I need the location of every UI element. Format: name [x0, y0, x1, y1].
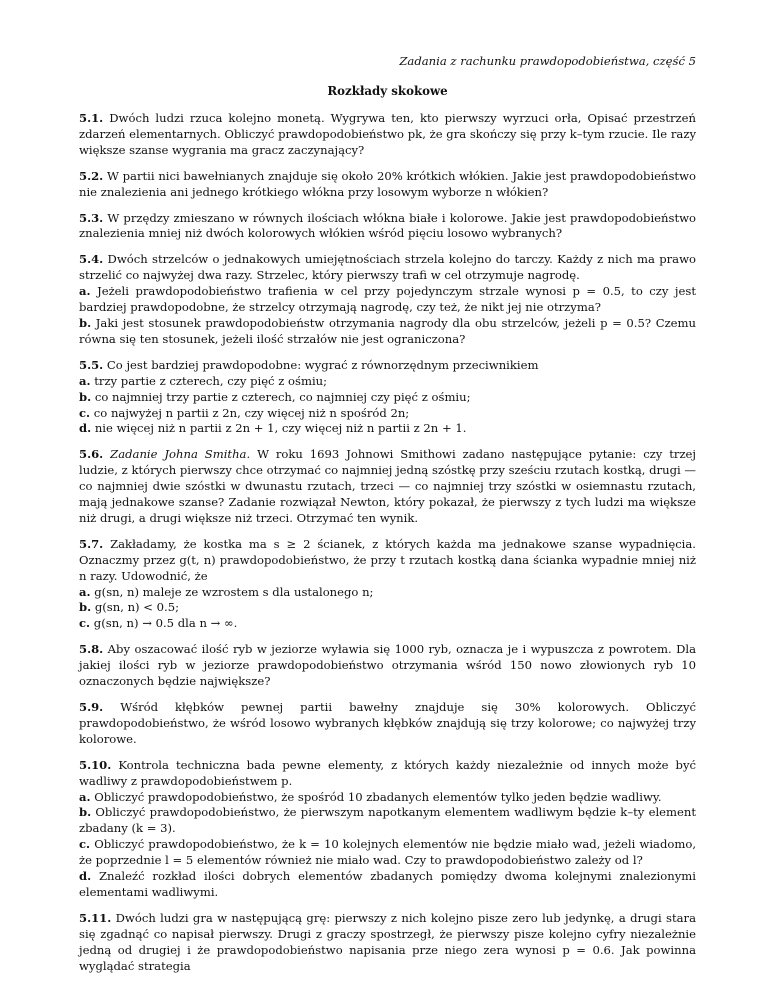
problem-number: 5.7.: [79, 536, 104, 551]
problem-5-5: [79, 358, 696, 438]
item-text: co najmniej trzy partie z czterech, co najmniej czy pięć z ośmiu;: [94, 389, 471, 404]
problem-italic-lead: Zadanie Johna Smitha.: [110, 447, 251, 462]
problem-5-1: [79, 111, 696, 159]
item-label: a.: [79, 584, 91, 599]
problem-5-8: [79, 642, 696, 690]
problem-5-2: [79, 169, 696, 201]
document-page: [79, 54, 696, 985]
problem-5-4: [79, 252, 696, 347]
item-text: g(sn, n) maleje ze wzrostem s dla ustalonego n;: [94, 584, 374, 599]
item-label: d.: [79, 869, 92, 884]
problem-text: Aby oszacować ilość ryb w jeziorze wyławia się 1000 ryb, oznacza je i wypuszcza z powrotem. Dla jakiej ilości ryb w jeziorze prawdopodobieństwo otrzymania wśród 150 nowo złowionych ryb 10 oznaczonych będzie największe?: [79, 642, 696, 689]
problem-5-7: [79, 537, 696, 632]
problem-number: 5.1.: [79, 111, 104, 125]
item-label: a.: [79, 373, 91, 388]
item-text: Znaleźć rozkład ilości dobrych elementów zbadanych pomiędzy dwoma kolejnymi znalezionymi elementami wadliwymi.: [79, 869, 696, 899]
item-text: Obliczyć prawdopodobieństwo, że pierwszym napotkanym elementem wadliwym będzie k–ty element zbadany (k = 3).: [79, 805, 696, 836]
problem-text: Co jest bardziej prawdopodobne: wygrać z równorzędnym przeciwnikiem: [106, 357, 539, 372]
problem-number: 5.11.: [79, 910, 112, 925]
item-text: co najwyżej n partii z 2n, czy więcej niż n spośród 2n;: [93, 405, 410, 420]
item-label: c.: [79, 405, 91, 420]
item-label: a.: [79, 284, 91, 299]
problem-number: 5.3.: [79, 210, 104, 225]
item-text: g(sn, n) → 0.5 dla n → ∞.: [93, 616, 238, 631]
problem-5-10: [79, 758, 696, 901]
item-text: trzy partie z czterech, czy pięć z ośmiu;: [94, 373, 328, 388]
problem-5-6: [79, 447, 696, 527]
section-title: Rozkłady skokowe: [327, 84, 448, 98]
problem-number: 5.2.: [79, 168, 104, 183]
problem-text: W roku 1693 Johnowi Smithowi zadano następujące pytanie: czy trzej ludzie, z których pierwszy chce otrzymać co najmniej jedną szóstkę przy sześciu rzutach kostką, drugi — co najmniej dwie szóstki w dwunastu rzutach, trzeci — co najmniej trzy szóstki w osiemnastu rzutach, mają jednakowe szanse? Zadanie rozwiązał Newton, który pokazał, że pierwszy z tych ludzi ma większe niż drugi, a drugi większe niż trzeci. Otrzymać ten wynik.: [79, 447, 697, 525]
problem-text: Zakładamy, że kostka ma s ≥ 2 ścianek, z których każda ma jednakowe szanse wypadnięcia. Oznaczmy przez g(t, n) prawdopodobieństwo, że przy t rzutach kostką dana ścianka wypadnie mniej niż n razy. Udowodnić, że: [79, 536, 696, 583]
problem-number: 5.9.: [79, 700, 104, 714]
item-text: Jeżeli prawdopodobieństwo trafienia w cel przy pojedynczym strzale wynosi p = 0.5, to czy jest bardziej prawdopodobne, że strzelcy otrzymają nagrodę, czy też, że nikt jej nie otrzyma?: [79, 284, 697, 315]
item-label: d.: [79, 421, 92, 436]
item-label: c.: [79, 837, 91, 852]
item-label: a.: [79, 789, 91, 804]
item-label: b.: [79, 805, 92, 820]
problem-number: 5.8.: [79, 642, 104, 657]
item-text: Obliczyć prawdopodobieństwo, że spośród 10 zbadanych elementów tylko jeden będzie wadliwy.: [94, 789, 662, 804]
problem-5-3: [79, 211, 696, 243]
item-label: c.: [79, 616, 91, 631]
item-text: nie więcej niż n partii z 2n + 1, czy więcej niż n partii z 2n + 1.: [94, 421, 467, 436]
item-label: b.: [79, 389, 92, 404]
problem-text: Wśród kłębków pewnej partii bawełny znajduje się 30% kolorowych. Obliczyć prawdopodobieństwo, że wśród losowo wybranych kłębków znajdują się trzy kolorowe; co najwyżej trzy kolorowe.: [79, 700, 697, 746]
item-text: g(sn, n) < 0.5;: [94, 600, 179, 615]
problem-text: Dwóch ludzi gra w następującą grę: pierwszy z nich kolejno pisze zero lub jedynkę, a drugi stara się zgadnąć co napisał pierwszy. Drugi z graczy spostrzegł, że pierwszy pisze kolejno cyfry niezależnie jedną od drugiej i że prawdopodobieństwo napisania prze niego zera wynosi p = 0.6. Jak powinna wyglądać strategia: [79, 910, 696, 973]
item-text: Jaki jest stosunek prawdopodobieństw otrzymania nagrody dla obu strzelców, jeżeli p = 0.5? Czemu równa się ten stosunek, jeżeli ilość strzałów nie jest ograniczona?: [79, 315, 697, 346]
item-label: b.: [79, 600, 92, 615]
problem-5-11: [79, 911, 696, 975]
problem-number: 5.6.: [79, 447, 104, 462]
problem-text: Dwóch strzelców o jednakowych umiejętnościach strzela kolejno do tarczy. Każdy z nich ma prawo strzelić co najwyżej dwa razy. Strzelec, który pierwszy trafi w cel otrzymuje nagrodę.: [79, 252, 696, 283]
problem-5-9: [79, 700, 696, 748]
problem-text: W partii nici bawełnianych znajduje się około 20% krótkich włókien. Jakie jest prawdopodobieństwo nie znalezienia ani jednego krótkiego włókna przy losowym wyborze n włókien?: [79, 168, 696, 199]
problem-text: Dwóch ludzi rzuca kolejno monetą. Wygrywa ten, kto pierwszy wyrzuci orła, Opisać przestrzeń zdarzeń elementarnych. Obliczyć prawdopodobieństwo pk, że gra skończy się przy k–tym rzucie. Ile razy większe szanse wygrania ma gracz zaczynający?: [79, 111, 696, 157]
item-label: b.: [79, 315, 92, 330]
problem-text: Kontrola techniczna bada pewne elementy, z których każdy niezależnie od innych może być wadliwy z prawdopodobieństwem p.: [79, 757, 696, 788]
problem-number: 5.5.: [79, 357, 104, 372]
page-header: Zadania z rachunku prawdopodobieństwa, część 5: [399, 54, 696, 68]
problem-number: 5.10.: [79, 757, 112, 772]
item-text: Obliczyć prawdopodobieństwo, że k = 10 kolejnych elementów nie będzie miało wad, jeżeli wiadomo, że poprzednie l = 5 elementów również nie miało wad. Czy to prawdopodobieństwo zależy od l?: [79, 837, 697, 868]
problem-number: 5.4.: [79, 252, 104, 267]
problem-text: W przędzy zmieszano w równych ilościach włókna białe i kolorowe. Jakie jest prawdopodobieństwo znalezienia mniej niż dwóch kolorowych włókien wśród pięciu losowo wybranych?: [79, 210, 697, 241]
